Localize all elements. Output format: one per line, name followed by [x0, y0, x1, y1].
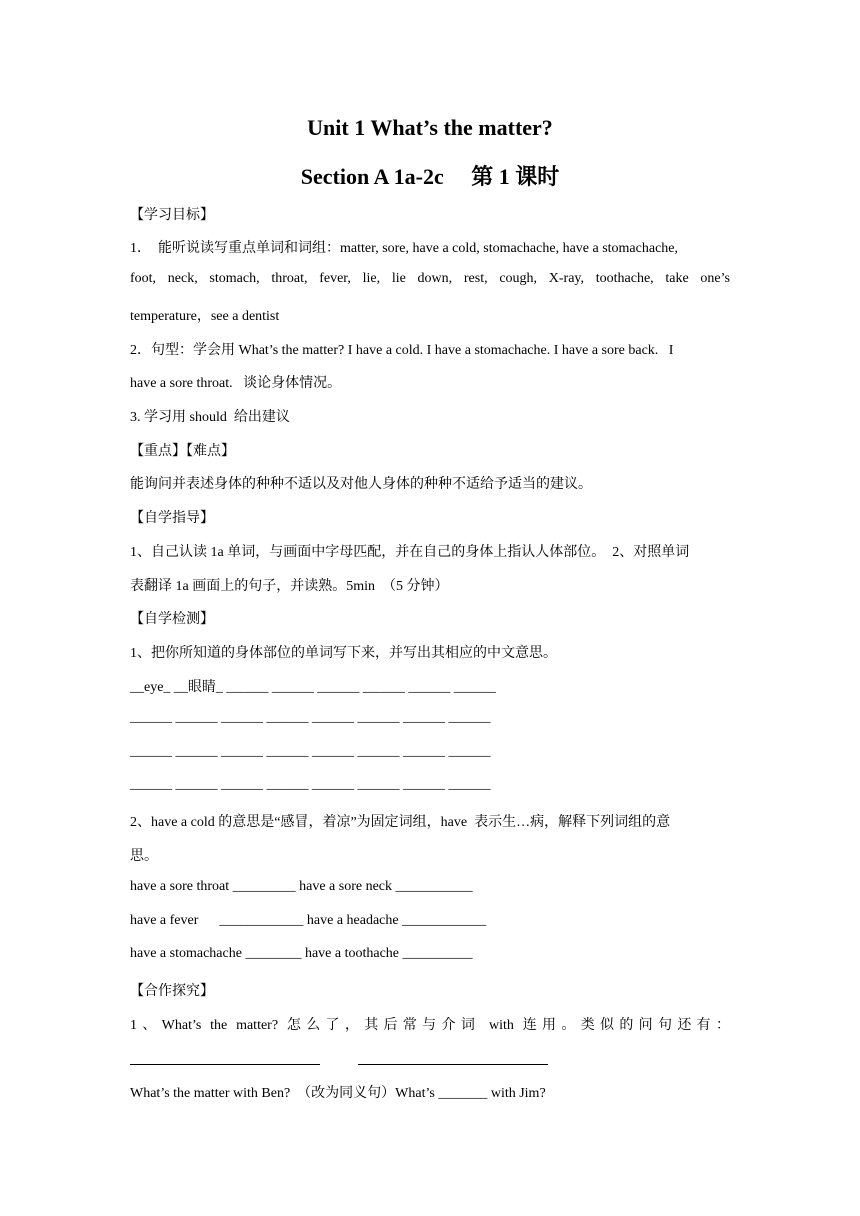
answer-blank-right — [358, 1064, 548, 1065]
phrase-row-3: have a stomachache ________ have a toothache __________ — [130, 946, 473, 961]
check-2-line-2: 思。 — [130, 849, 158, 864]
blank-row-1: __eye_ __眼睛_ ______ ______ ______ ______ ______ ______ — [130, 680, 496, 695]
goals-heading: 【学习目标】 — [130, 208, 214, 223]
page-title: Unit 1 What’s the matter? — [307, 115, 553, 140]
coop-last: What’s the matter with Ben? （改为同义句）What’s _______ with Jim? — [130, 1086, 546, 1101]
phrase-row-1: have a sore throat _________ have a sore neck ___________ — [130, 879, 473, 894]
check-1: 1、把你所知道的身体部位的单词写下来，并写出其相应的中文意思。 — [130, 646, 557, 661]
answer-blank-left — [130, 1064, 320, 1065]
goal-3: 3. 学习用 should 给出建议 — [130, 410, 290, 425]
goal-1-line-3: temperature，see a dentist — [130, 309, 280, 324]
check-heading: 【自学检测】 — [130, 612, 214, 627]
guide-line-2: 表翻译 1a 画面上的句子，并读熟。5min （5 分钟） — [130, 579, 449, 594]
goal-2-line-1: 2．句型：学会用 What’s the matter? I have a cold. I have a stomachache. I have a sore back. I — [130, 343, 674, 358]
blank-row-4: ______ ______ ______ ______ ______ ______ ______ ______ — [130, 777, 491, 792]
key-heading: 【重点】【难点】 — [130, 444, 235, 459]
page-subtitle: Section A 1a-2c 第 1 课时 — [300, 164, 560, 189]
coop-1: 1、What’s the matter? 怎么了，其后常与介词 with 连用。类似的问句还有： — [130, 1018, 730, 1033]
goal-1-line-1: 1． 能听说读写重点单词和词组：matter, sore, have a cold, stomachache, have a stomachache, — [130, 241, 679, 256]
guide-line-1: 1、自己认读 1a 单词，与画面中字母匹配，并在自己的身体上指认人体部位。 2、对照单词 — [130, 545, 690, 560]
key-text: 能询问并表述身体的种种不适以及对他人身体的种种不适给予适当的建议。 — [130, 477, 592, 492]
phrase-row-2: have a fever ____________ have a headache ____________ — [130, 913, 487, 928]
blank-row-2: ______ ______ ______ ______ ______ ______ ______ ______ — [130, 710, 491, 725]
blank-row-3: ______ ______ ______ ______ ______ ______ ______ ______ — [130, 744, 491, 759]
goal-1-line-2: foot, neck, stomach, throat, fever, lie, lie down, rest, cough, X-ray, toothache, take one’s — [130, 271, 730, 286]
coop-heading: 【合作探究】 — [130, 984, 214, 999]
check-2-line-1: 2、have a cold 的意思是“感冒，着凉”为固定词组，have 表示生…病，解释下列词组的意 — [130, 815, 671, 830]
goal-2-line-2: have a sore throat. 谈论身体情况。 — [130, 376, 342, 391]
guide-heading: 【自学指导】 — [130, 511, 214, 526]
